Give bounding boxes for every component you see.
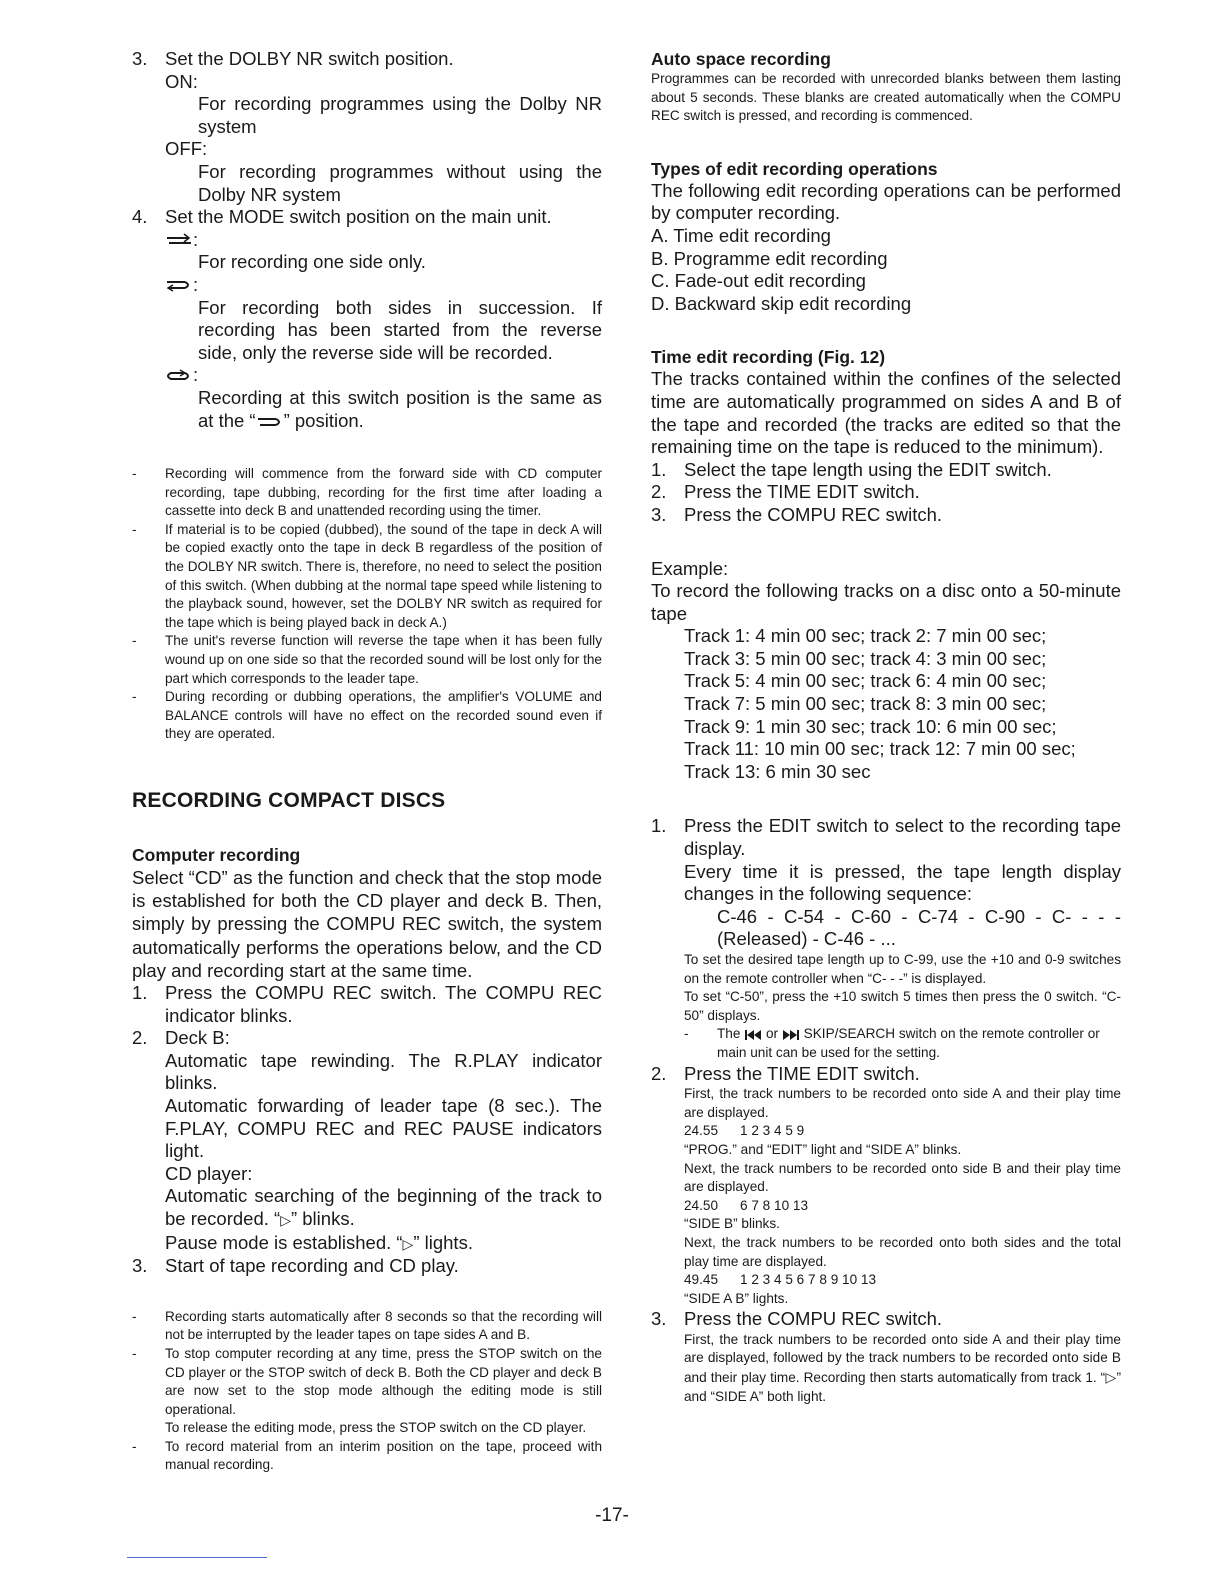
step-item: 1. Select the tape length using the EDIT switch. (651, 458, 1052, 480)
step-text: Set the DOLBY NR switch position. (165, 48, 454, 69)
mode-continuous-text: Recording at this switch position is the same as at the “ ” position. (198, 386, 602, 431)
on-text: For recording programmes using the Dolby NR system (198, 93, 602, 137)
step-detail: Automatic tape rewinding. The R.PLAY indicator blinks. (165, 1049, 602, 1094)
types-list-item: A. Time edit recording (651, 224, 831, 246)
step-number: 3. (132, 48, 148, 69)
page-number: -17- (595, 1505, 629, 1526)
both-sides-mode-icon (256, 416, 284, 428)
display-status: “SIDE B” blinks. (684, 1216, 780, 1232)
skip-forward-icon (782, 1029, 800, 1041)
both-sides-mode-icon (165, 278, 193, 292)
mode-both-sides-row: : (132, 274, 602, 297)
track-line: Track 1: 4 min 00 sec; track 2: 7 min 00 sec; (684, 625, 1047, 647)
left-column (132, 48, 602, 1475)
step-note: To set “C-50”, press the +10 switch 5 times then press the 0 switch. “C-50” displays. (684, 989, 1121, 1023)
note-item: - If material is to be copied (dubbed), the sound of the tape in deck A will be copied exactly onto the tape in deck B regardless of the position of the DOLBY NR switch. There is, therefore, no need to select the position of this switch. (When dubbing at the normal tape speed while listening to the playback sound, however, set the DOLBY NR switch as required for the tape which is being played back in deck A.) (132, 521, 602, 630)
off-text: For recording programmes without using the Dolby NR system (198, 160, 602, 205)
skip-back-icon (744, 1029, 762, 1041)
play-icon: ▷ (1105, 1369, 1117, 1386)
step-detail: Automatic forwarding of leader tape (8 sec.). The F.PLAY, COMPU REC and REC PAUSE indicators light. (165, 1094, 602, 1162)
track-line: Track 3: 5 min 00 sec; track 4: 3 min 00 sec; (684, 647, 1047, 669)
play-icon: ▷ (402, 1235, 414, 1252)
continuous-mode-icon (165, 369, 193, 383)
types-heading: Types of edit recording operations (651, 158, 938, 179)
display-readout: 24.55 1 2 3 4 5 9 (684, 1123, 805, 1139)
off-label: OFF: (165, 138, 208, 160)
step-item: 3. Start of tape recording and CD play. (132, 1255, 459, 1277)
note-item: - The unit's reverse function will reverse the tape when it has been fully wound up on one side so that the recorded sound will be lost only for the part which corresponds to the leader tape. (132, 633, 602, 686)
step-item: 3. Press the COMPU REC switch. (651, 1308, 943, 1330)
mode-one-side-row: : (132, 229, 602, 252)
track-line: Track 11: 10 min 00 sec; track 12: 7 min 00 sec; (684, 738, 1076, 760)
types-text: The following edit recording operations can be performed by computer recording. (651, 179, 1121, 224)
mode-both-sides-text: For recording both sides in succession. If recording has been started from the reverse side, only the reverse side will be recorded. (198, 296, 602, 363)
on-label: ON: (165, 70, 198, 92)
section-title: RECORDING COMPACT DISCS (132, 789, 446, 812)
example-label: Example: (651, 557, 729, 579)
right-column (651, 48, 1121, 1406)
mode-continuous-row: : (132, 364, 602, 387)
step-item: 2. Deck B: (132, 1027, 230, 1049)
step-item: 3. Press the COMPU REC switch. (651, 503, 943, 525)
types-list-item: D. Backward skip edit recording (651, 292, 912, 314)
note-item: - To record material from an interim position on the tape, proceed with manual recording. (132, 1438, 602, 1473)
types-list-item: B. Programme edit recording (651, 247, 888, 269)
display-status: “SIDE A B” lights. (684, 1290, 789, 1306)
track-line: Track 7: 5 min 00 sec; track 8: 3 min 00 sec; (684, 693, 1047, 715)
step-detail: Next, the track numbers to be recorded onto both sides and the total play time are displayed. (684, 1234, 1121, 1269)
track-line: Track 5: 4 min 00 sec; track 6: 4 min 00 sec; (684, 670, 1047, 692)
step-detail: First, the track numbers to be recorded onto side A and their play time are displayed. (684, 1086, 1121, 1120)
step-detail: Pause mode is established. “▷” lights. (165, 1231, 473, 1253)
step-number: 4. (132, 206, 148, 228)
one-side-mode-icon (165, 233, 193, 247)
footer-divider (127, 1557, 267, 1558)
tape-length-sequence: C-46 - C-54 - C-60 - C-74 - C-90 - C- - - - (Released) - C-46 - ... (717, 905, 1121, 950)
mode-one-side-text: For recording one side only. (198, 251, 426, 273)
time-edit-heading: Time edit recording (Fig. 12) (651, 347, 886, 368)
step-detail: First, the track numbers to be recorded onto side A and their play time are displayed, followed by the track numbers to be recorded onto side B and their play time. Recording then starts automatically from track 1. “▷” and “SIDE A” both light. (684, 1331, 1121, 1404)
step-dolby (132, 48, 602, 71)
step-detail: CD player: (165, 1162, 253, 1184)
step-item: 1. Press the EDIT switch to select to the recording tape display. (651, 815, 1121, 860)
play-icon: ▷ (280, 1211, 291, 1228)
step-detail: Every time it is pressed, the tape length display changes in the following sequence: (684, 860, 1121, 905)
note-item: - Recording starts automatically after 8 seconds so that the recording will not be interrupted by the leader tapes on tape sides A and B. (132, 1308, 602, 1343)
step-item: 1. Press the COMPU REC switch. The COMPU REC indicator blinks. (132, 982, 602, 1026)
step-note: To set the desired tape length up to C-99, use the +10 and 0-9 switches on the remote controller when “C- - -” is displayed. (684, 952, 1121, 986)
step-detail: Automatic searching of the beginning of the track to be recorded. “▷” blinks. (165, 1185, 602, 1229)
auto-space-text: Programmes can be recorded with unrecorded blanks between them lasting about 5 seconds. These blanks are created automatically when the COMPU REC switch is pressed, and recording is commenced. (651, 71, 1121, 124)
step-item: 2. Press the TIME EDIT switch. (651, 481, 920, 503)
step-text: Set the MODE switch position on the main unit. (165, 206, 552, 228)
display-status: “PROG.” and “EDIT” light and “SIDE A” blinks. (684, 1141, 962, 1157)
note-continuation: To release the editing mode, press the STOP switch on the CD player. (165, 1420, 587, 1436)
track-line: Track 13: 6 min 30 sec (684, 760, 871, 782)
display-readout: 49.45 1 2 3 4 5 6 7 8 9 10 13 (684, 1272, 877, 1288)
track-line: Track 9: 1 min 30 sec; track 10: 6 min 00 sec; (684, 715, 1057, 737)
types-list-item: C. Fade-out edit recording (651, 270, 866, 292)
time-edit-text: The tracks contained within the confines of the selected time are automatically programmed on sides A and B of the tape and recorded (the tracks are edited so that the remaining time on the tape is reduced to the minimum). (651, 368, 1121, 458)
step-item: 2. Press the TIME EDIT switch. (651, 1062, 920, 1084)
step-detail: Next, the track numbers to be recorded onto side B and their play time are displayed. (684, 1160, 1121, 1195)
display-readout: 24.50 6 7 8 10 13 (684, 1197, 809, 1213)
computer-recording-intro: Select “CD” as the function and check that the stop mode is established for both the CD player and deck B. Then, simply by pressing the COMPU REC switch, the system automatically performs the operations below, and the CD play and recording start at the same time. (132, 867, 602, 981)
note-item: - To stop computer recording at any time, press the STOP switch on the CD player or the STOP switch of deck B. Both the CD player and deck B are now set to the stop mode although the editing mode is still operational. (132, 1345, 602, 1417)
auto-space-heading: Auto space recording (651, 49, 831, 69)
note-item: - During recording or dubbing operations, the amplifier's VOLUME and BALANCE controls will have no effect on the recorded sound even if they are operated. (132, 689, 602, 742)
example-text: To record the following tracks on a disc onto a 50-minute tape (651, 580, 1121, 624)
step-mode (132, 206, 602, 229)
note-item: - Recording will commence from the forward side with CD computer recording, tape dubbing, recording for the first time after loading a cassette into deck B and unattended recording using the timer. (132, 466, 602, 519)
computer-recording-heading: Computer recording (132, 845, 301, 865)
step-note: - The or SKIP/SEARCH switch on the remote controller or main unit can be used for the setting. (684, 1026, 1100, 1060)
